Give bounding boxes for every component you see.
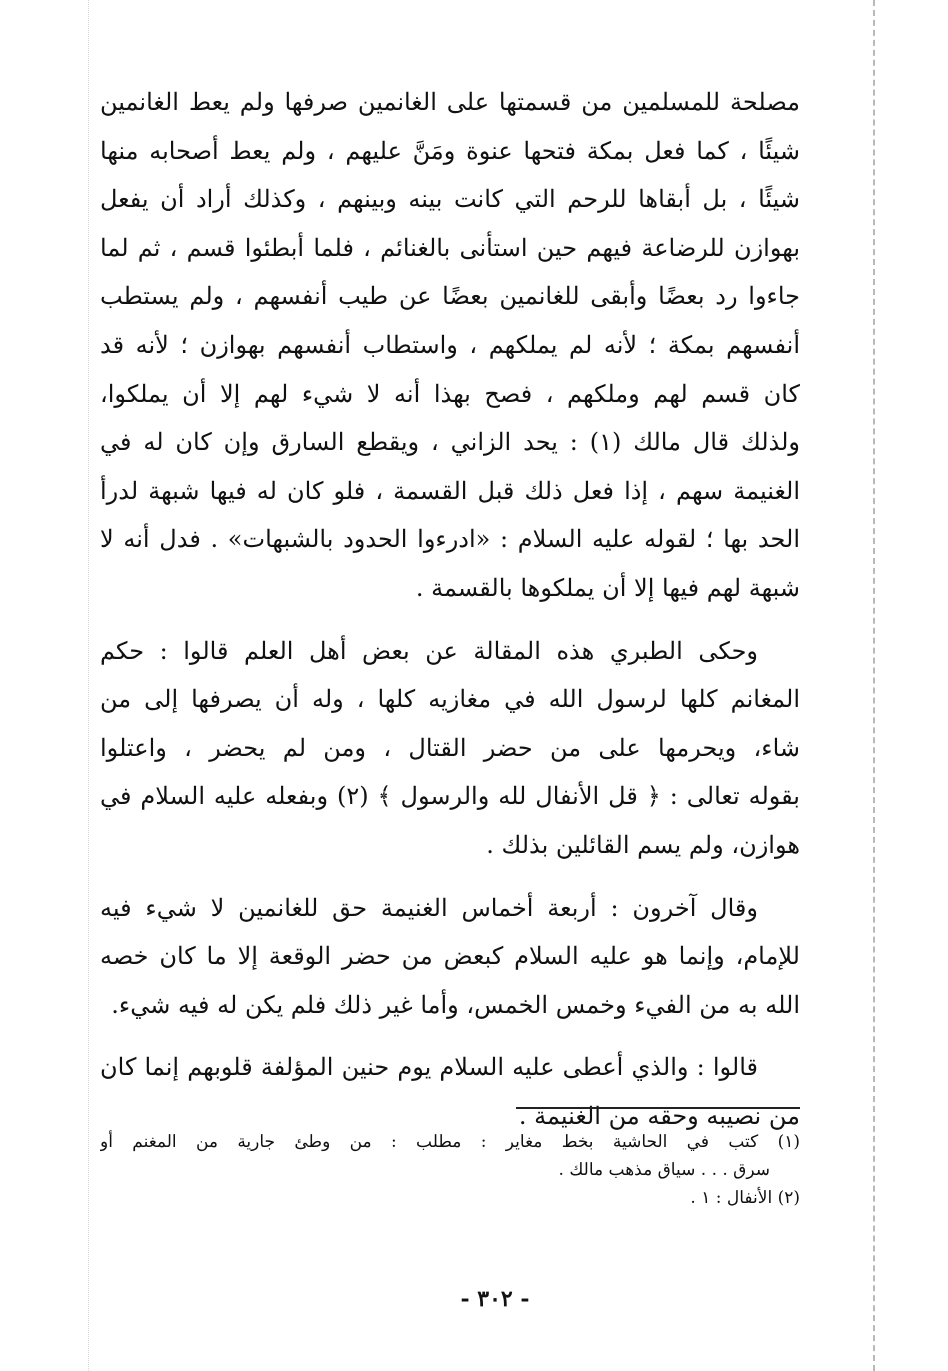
page-edge-dotted-line-left	[88, 0, 89, 1371]
text-line: الله به من الفيء وخمس الخمس، وأما غير ذلك فلم يكن له فيه شيء.	[111, 990, 800, 1019]
text-line: الحد بها ؛ لقوله عليه السلام : «ادرءوا الحدود بالشبهات» . فدل أنه لا	[100, 525, 800, 554]
text-line: شيئًا ، كما فعل بمكة فتحها عنوة ومَنَّ عليهم ، ولم يعط أصحابه منها	[100, 136, 800, 165]
text-line: مصلحة للمسلمين من قسمتها على الغانمين صرفها ولم يعط الغانمين	[100, 88, 800, 116]
body-text	[100, 78, 800, 1154]
text-line: بهوازن للرضاعة فيهم حين استأنى بالغنائم ، فلما أبطئوا قسم ، ثم لما	[100, 233, 800, 262]
text-line: الغنيمة سهم ، إذا فعل ذلك قبل القسمة ، فلو كان له فيها شبهة لدرأ	[100, 476, 800, 505]
text-line: وقال آخرون : أربعة أخماس الغنيمة حق للغانمين لا شيء فيه	[100, 893, 758, 922]
text-line: للإمام، وإنما هو عليه السلام كبعض من حضر الوقعة إلا ما كان خصه	[100, 942, 800, 971]
paragraph-2	[100, 627, 800, 870]
text-line: شيئًا ، بل أبقاها للرحم التي كانت بينه وبينهم ، وكذلك أراد أن يفعل	[100, 185, 800, 214]
text-line: ولذلك قال مالك (١) : يحد الزاني ، ويقطع السارق وإن كان له في	[100, 428, 800, 457]
text-line: وحكى الطبري هذه المقالة عن بعض أهل العلم قالوا : حكم	[100, 636, 758, 665]
text-line: المغانم كلها لرسول الله في مغازيه كلها ، وله أن يصرفها إلى من	[100, 685, 800, 714]
page-edge-dashed-line-right	[873, 0, 875, 1371]
text-line: كان قسم لهم وملكهم ، فصح بهذا أنه لا شيء لهم إلا أن يملكوا،	[100, 379, 800, 408]
text-line: جاءوا رد بعضًا وأبقى للغانمين بعضًا عن طيب أنفسهم ، ولم يستطب	[100, 282, 800, 311]
footnote-separator	[516, 1107, 800, 1109]
text-line: قالوا : والذي أعطى عليه السلام يوم حنين المؤلفة قلوبهم إنما كان	[100, 1053, 758, 1082]
text-line: أنفسهم بمكة ؛ لأنه لم يملكهم ، واستطاب أنفسهم بهوازن ؛ لأنه قد	[100, 330, 800, 359]
text-line: شبهة لهم فيها إلا أن يملكوها بالقسمة .	[415, 573, 800, 602]
footnote-1-continuation: سرق . . . سياق مذهب مالك .	[558, 1160, 770, 1180]
text-line: هوازن، ولم يسم القائلين بذلك .	[486, 830, 800, 859]
paragraph-3	[100, 884, 800, 1030]
footnote-1: (١) كتب في الحاشية بخط مغاير : مطلب : من وطئ جارية من المغنم أو	[100, 1132, 800, 1152]
footnote-2: (٢) الأنفال : ١ .	[690, 1188, 800, 1208]
footnotes	[100, 1128, 800, 1212]
paragraph-4	[100, 1043, 800, 1140]
text-line: بقوله تعالى : ﴿ قل الأنفال لله والرسول ﴾ (٢) وبفعله عليه السلام في	[100, 782, 800, 811]
page-number: - ٣٠٢ -	[460, 1286, 530, 1312]
paragraph-1	[100, 78, 800, 613]
text-line: شاء، ويحرمها على من حضر القتال ، ومن لم يحضر ، واعتلوا	[100, 733, 800, 762]
text-line: من نصيبه وحقه من الغنيمة .	[518, 1101, 800, 1130]
